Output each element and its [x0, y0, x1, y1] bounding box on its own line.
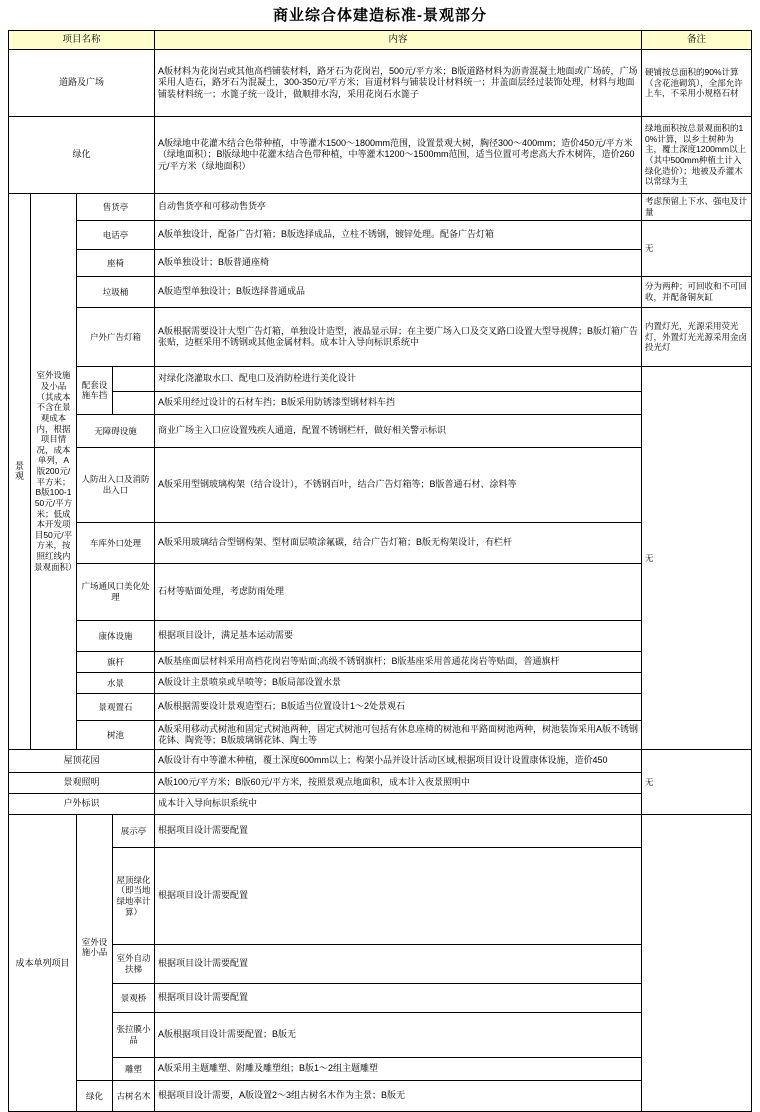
- item-content-fitness: 根据项目设计，满足基本运动需要: [155, 620, 642, 651]
- item-label-barrier-free: 无障碍设施: [76, 414, 154, 447]
- cost-item-label-membrane: 张拉膜小品: [112, 1012, 154, 1057]
- table-header: [8, 31, 751, 50]
- table-row: [8, 391, 751, 414]
- col-header-note: 备注: [642, 31, 752, 50]
- item-label-feature-stone: 景观置石: [76, 693, 154, 720]
- item-content-trash-bin: A版造型单独设计；B版选择普通成品: [155, 276, 642, 307]
- table-row: [8, 944, 751, 983]
- item-note-outdoor-lightbox: 内置灯光，光源采用荧光灯，外置灯光光源采用金卤投光灯: [642, 307, 752, 366]
- table-row: [8, 366, 751, 391]
- item-content-bench: A版单独设计；B版普通座椅: [155, 249, 642, 276]
- item-content-vending: 自动售货亭和可移动售货亭: [155, 193, 642, 220]
- item-label-facility-bollard: 配套设施车挡: [76, 366, 112, 414]
- cost-item-content-pavilion: 根据项目设计需要配置: [155, 814, 642, 847]
- cost-item-content-old-tree: 根据项目设计需要，A版设置2～3组古树名木作为主景；B版无: [155, 1080, 642, 1111]
- item-note-trash-bin: 分为两种；可回收和不可回收，并配备铜灰缸: [642, 276, 752, 307]
- table-row: [8, 672, 751, 693]
- table-row: [8, 220, 751, 249]
- table-row: [8, 116, 751, 193]
- table-row: [8, 447, 751, 522]
- table-row: [8, 1012, 751, 1057]
- item-label-bench: 座椅: [76, 249, 154, 276]
- table-row: [8, 620, 751, 651]
- item-content-irrigation: 对绿化浇灌取水口、配电口及消防栓进行美化设计: [155, 366, 642, 391]
- cost-item-label-pavilion: 展示亭: [112, 814, 154, 847]
- item-content-tree-pit: A版采用移动式树池和固定式树池两种，固定式树池可包括有休息座椅的树池和平路面树池两种，树池装饰采用A版不锈钢花钵、陶瓷等；B版玻璃钢花钵、陶土等: [155, 720, 642, 749]
- item-label-garage-entrance: 车库外口处理: [76, 522, 154, 563]
- cost-item-content-escalator: 根据项目设计需要配置: [155, 944, 642, 983]
- row-label-green: 绿化: [8, 116, 154, 193]
- cost-item-content-bridge: 根据项目设计需要配置: [155, 983, 642, 1012]
- item-note-outdoor-group: 无: [642, 366, 752, 749]
- standards-table: [8, 30, 752, 1112]
- table-row: [8, 249, 751, 276]
- cost-item-label-sculpture: 雕塑: [112, 1057, 154, 1080]
- item-content-phone-booth: A版单独设计，配备广告灯箱；B版选择成品，立柱不锈钢，镀锌处理。配备广告灯箱: [155, 220, 642, 249]
- table-row: [8, 1057, 751, 1080]
- table-row: [8, 307, 751, 366]
- col-header-content: 内容: [155, 31, 642, 50]
- table-row: [8, 693, 751, 720]
- item-label-vent-beautify: 广场通风口美化处理: [76, 563, 154, 620]
- item-content-water-feature: A版设计主景喷泉或旱喷等；B版局部设置水景: [155, 672, 642, 693]
- table-row: [8, 563, 751, 620]
- section-label-cost: 成本单列项目: [8, 814, 76, 1111]
- item-subcell-blank-1: [112, 366, 154, 391]
- row-content-signage: 成本计入导向标识系统中: [155, 793, 642, 814]
- table-row: [8, 193, 751, 220]
- cost-item-label-old-tree: 古树名木: [112, 1080, 154, 1111]
- table-row: [8, 651, 751, 672]
- item-content-garage-entrance: A版采用玻璃结合型钢构架、型材面层喷涂氟碳，结合广告灯箱；B版无构架设计，有栏杆: [155, 522, 642, 563]
- table-row: [8, 414, 751, 447]
- cost-item-label-escalator: 室外自动扶梯: [112, 944, 154, 983]
- row-note-roof-garden: 无: [642, 749, 752, 814]
- item-label-tree-pit: 树池: [76, 720, 154, 749]
- item-note-phone-booth: 无: [642, 220, 752, 276]
- table-row: [8, 793, 751, 814]
- table-row: [8, 847, 751, 944]
- cost-item-content-roof-green: 根据项目设计需要配置: [155, 847, 642, 944]
- row-content-road: A版材料为花岗岩或其他高档铺装材料，路牙石为花岗岩，500元/平方米；B版道路材料为沥青混凝土地面或广场砖，广场采用人造石，路牙石为混凝土，300-350元/平方米；盲道材料与铺装设计材料统一；井盖面层经过装饰处理，材料与地面铺装材料统一；水篦子统一设计，做顺排水沟，采用花岗石水篦子: [155, 49, 642, 116]
- table-row: [8, 49, 751, 116]
- item-label-shelter-entrance: 人防出入口及消防出入口: [76, 447, 154, 522]
- sub-label-outdoor-items: 室外设施小品: [76, 814, 112, 1080]
- cost-item-label-roof-green: 屋顶绿化（即当地绿地率计算）: [112, 847, 154, 944]
- row-content-lighting: A版100元/平方米；B版60元/平方米，按照景观点地面积，成本计入夜景照明中: [155, 772, 642, 793]
- cost-item-content-sculpture: A版采用主题雕塑、附雕及雕塑组；B版1～2组主题雕塑: [155, 1057, 642, 1080]
- table-row: [8, 772, 751, 793]
- item-label-vending: 售货亭: [76, 193, 154, 220]
- item-content-barrier-free: 商业广场主入口应设置残疾人通道，配置不锈钢栏杆，做好相关警示标识: [155, 414, 642, 447]
- item-content-shelter-entrance: A版采用型钢玻璃构架（结合设计），不锈钢百叶，结合广告灯箱等；B版普通石材、涂料等: [155, 447, 642, 522]
- item-label-trash-bin: 垃圾桶: [76, 276, 154, 307]
- row-label-road: 道路及广场: [8, 49, 154, 116]
- row-note-road: 硬铺按总面积的90%计算（含花池砌筑），全部允许上车，不采用小规格石材: [642, 49, 752, 116]
- table-row: [8, 522, 751, 563]
- table-row: [8, 720, 751, 749]
- item-content-vent-beautify: 石材等贴面处理，考虑防雨处理: [155, 563, 642, 620]
- cost-item-content-membrane: A版根据项目设计需要配置；B版无: [155, 1012, 642, 1057]
- item-label-water-feature: 水景: [76, 672, 154, 693]
- row-label-lighting: 景观照明: [8, 772, 154, 793]
- section-label-landscape: 景观: [8, 193, 30, 749]
- item-content-bollard: A版采用经过设计的石材车挡；B版采用防锈漆型钢材料车挡: [155, 391, 642, 414]
- item-label-fitness: 康体设施: [76, 620, 154, 651]
- item-content-outdoor-lightbox: A版根据需要设计大型广告灯箱，单独设计造型，液晶显示屏；在主要广场入口及交叉路口设置大型导视牌；B版灯箱广告张贴，边框采用不锈钢或其他金属材料。成本计入导向标识系统中: [155, 307, 642, 366]
- item-subcell-blank-2: [112, 391, 154, 414]
- row-content-green: A版绿地中花灌木结合色带种植，中等灌木1500～1800mm范围，设置景观大树，胸径300～400mm；造价450元/平方米（绿地面积）；B版绿地中花灌木结合色带种植，中等灌木1200～1500mm范围，适当位置可考虑高大乔木树阵，造价260元/平方米（绿地面积）: [155, 116, 642, 193]
- table-header-row: [8, 31, 751, 50]
- row-content-roof-garden: A版设计有中等灌木种植，覆土深度600mm以上；构架小品并设计活动区域,根据项目设计设置康体设施，造价450: [155, 749, 642, 772]
- item-label-flagpole: 旗杆: [76, 651, 154, 672]
- item-label-outdoor-lightbox: 户外广告灯箱: [76, 307, 154, 366]
- item-content-feature-stone: A版根据需要设计景观造型石；B版适当位置设计1～2处景观石: [155, 693, 642, 720]
- col-header-name: 项目名称: [8, 31, 154, 50]
- table-row: [8, 814, 751, 847]
- page-title: 商业综合体建造标准-景观部分: [273, 7, 487, 24]
- item-content-flagpole: A版基座面层材料采用高档花岗岩等贴面;高级不锈钢旗杆；B版基座采用普通花岗岩等贴面，普通旗杆: [155, 651, 642, 672]
- cost-item-label-bridge: 景观桥: [112, 983, 154, 1012]
- table-row: [8, 983, 751, 1012]
- row-label-roof-garden: 屋顶花园: [8, 749, 154, 772]
- item-label-phone-booth: 电话亭: [76, 220, 154, 249]
- cost-item-note-blank: [642, 814, 752, 1111]
- table-row: [8, 276, 751, 307]
- row-label-outdoor: 室外设施及小品（其成本不含在景观成本内，根据项目情况，成本单列，A版200元/平方米；B版100-150元/平方米；低成本开发项目50元/平方米，按照红线内景观面积）: [30, 193, 76, 749]
- sub-label-green-cost: 绿化: [76, 1080, 112, 1111]
- item-note-vending: 考虑预留上下水、强电及计量: [642, 193, 752, 220]
- table-row: [8, 749, 751, 772]
- table-row: [8, 1080, 751, 1111]
- row-note-green: 绿地面积按总景观面积的10%计算，以乡土树种为主，覆土深度1200mm以上（其中500mm种植土计入绿化造价）；地被及乔灌木以常绿为主: [642, 116, 752, 193]
- row-label-signage: 户外标识: [8, 793, 154, 814]
